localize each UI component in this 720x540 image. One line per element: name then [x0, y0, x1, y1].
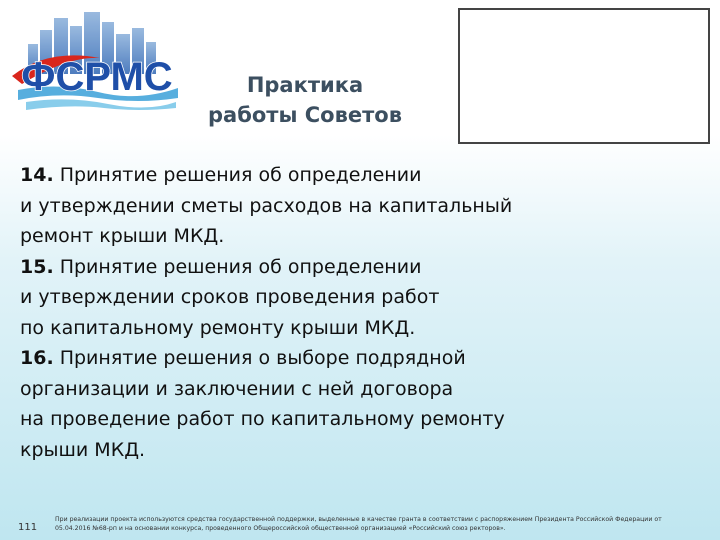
- title-line-1: Практика: [246, 73, 364, 97]
- item-line: и утверждении сроков проведения работ: [20, 286, 440, 308]
- item-first-line: [20, 160, 710, 191]
- item-first-line: [20, 252, 710, 283]
- item-first-line: [20, 343, 710, 374]
- item-line: по капитальному ремонту крыши МКД.: [20, 316, 416, 339]
- item-number: 15.: [20, 255, 54, 278]
- agenda-item-15: [20, 252, 710, 344]
- item-line: организации и заключении с ней договора: [20, 377, 454, 400]
- logo-text: ФСРМС: [21, 55, 173, 99]
- page-number: 111: [18, 522, 38, 533]
- agenda-items-list: [20, 160, 710, 465]
- item-text: Принятие решения о выборе подрядной: [53, 347, 466, 369]
- item-line: ремонт крыши МКД.: [20, 225, 225, 247]
- agenda-item-16: [20, 343, 710, 465]
- item-number: 14.: [20, 164, 54, 186]
- item-text: Принятие решения об определении: [53, 164, 422, 186]
- item-line: и утверждении сметы расходов на капитальный: [20, 194, 513, 217]
- item-line: крыши МКД.: [20, 438, 146, 461]
- item-line: на проведение работ по капитальному ремонту: [20, 408, 505, 430]
- title-line-2: работы Советов: [207, 103, 403, 127]
- agenda-item-14: [20, 160, 710, 252]
- slide-title: [160, 70, 450, 130]
- footer-note: [55, 515, 715, 533]
- item-number: 16.: [20, 347, 54, 369]
- photo-placeholder-frame: [458, 8, 710, 144]
- footer-line-1: При реализации проекта используются средства государственной поддержки, выделенные в качестве гранта в соответствии с распоряжением Президента Российской Федерации от: [55, 516, 662, 523]
- footer-line-2: 05.04.2016 №68-рп и на основании конкурса, проведенного Общероссийской общественной организацией «Российский союз ректоров».: [55, 525, 506, 532]
- item-text: Принятие решения об определении: [53, 255, 422, 278]
